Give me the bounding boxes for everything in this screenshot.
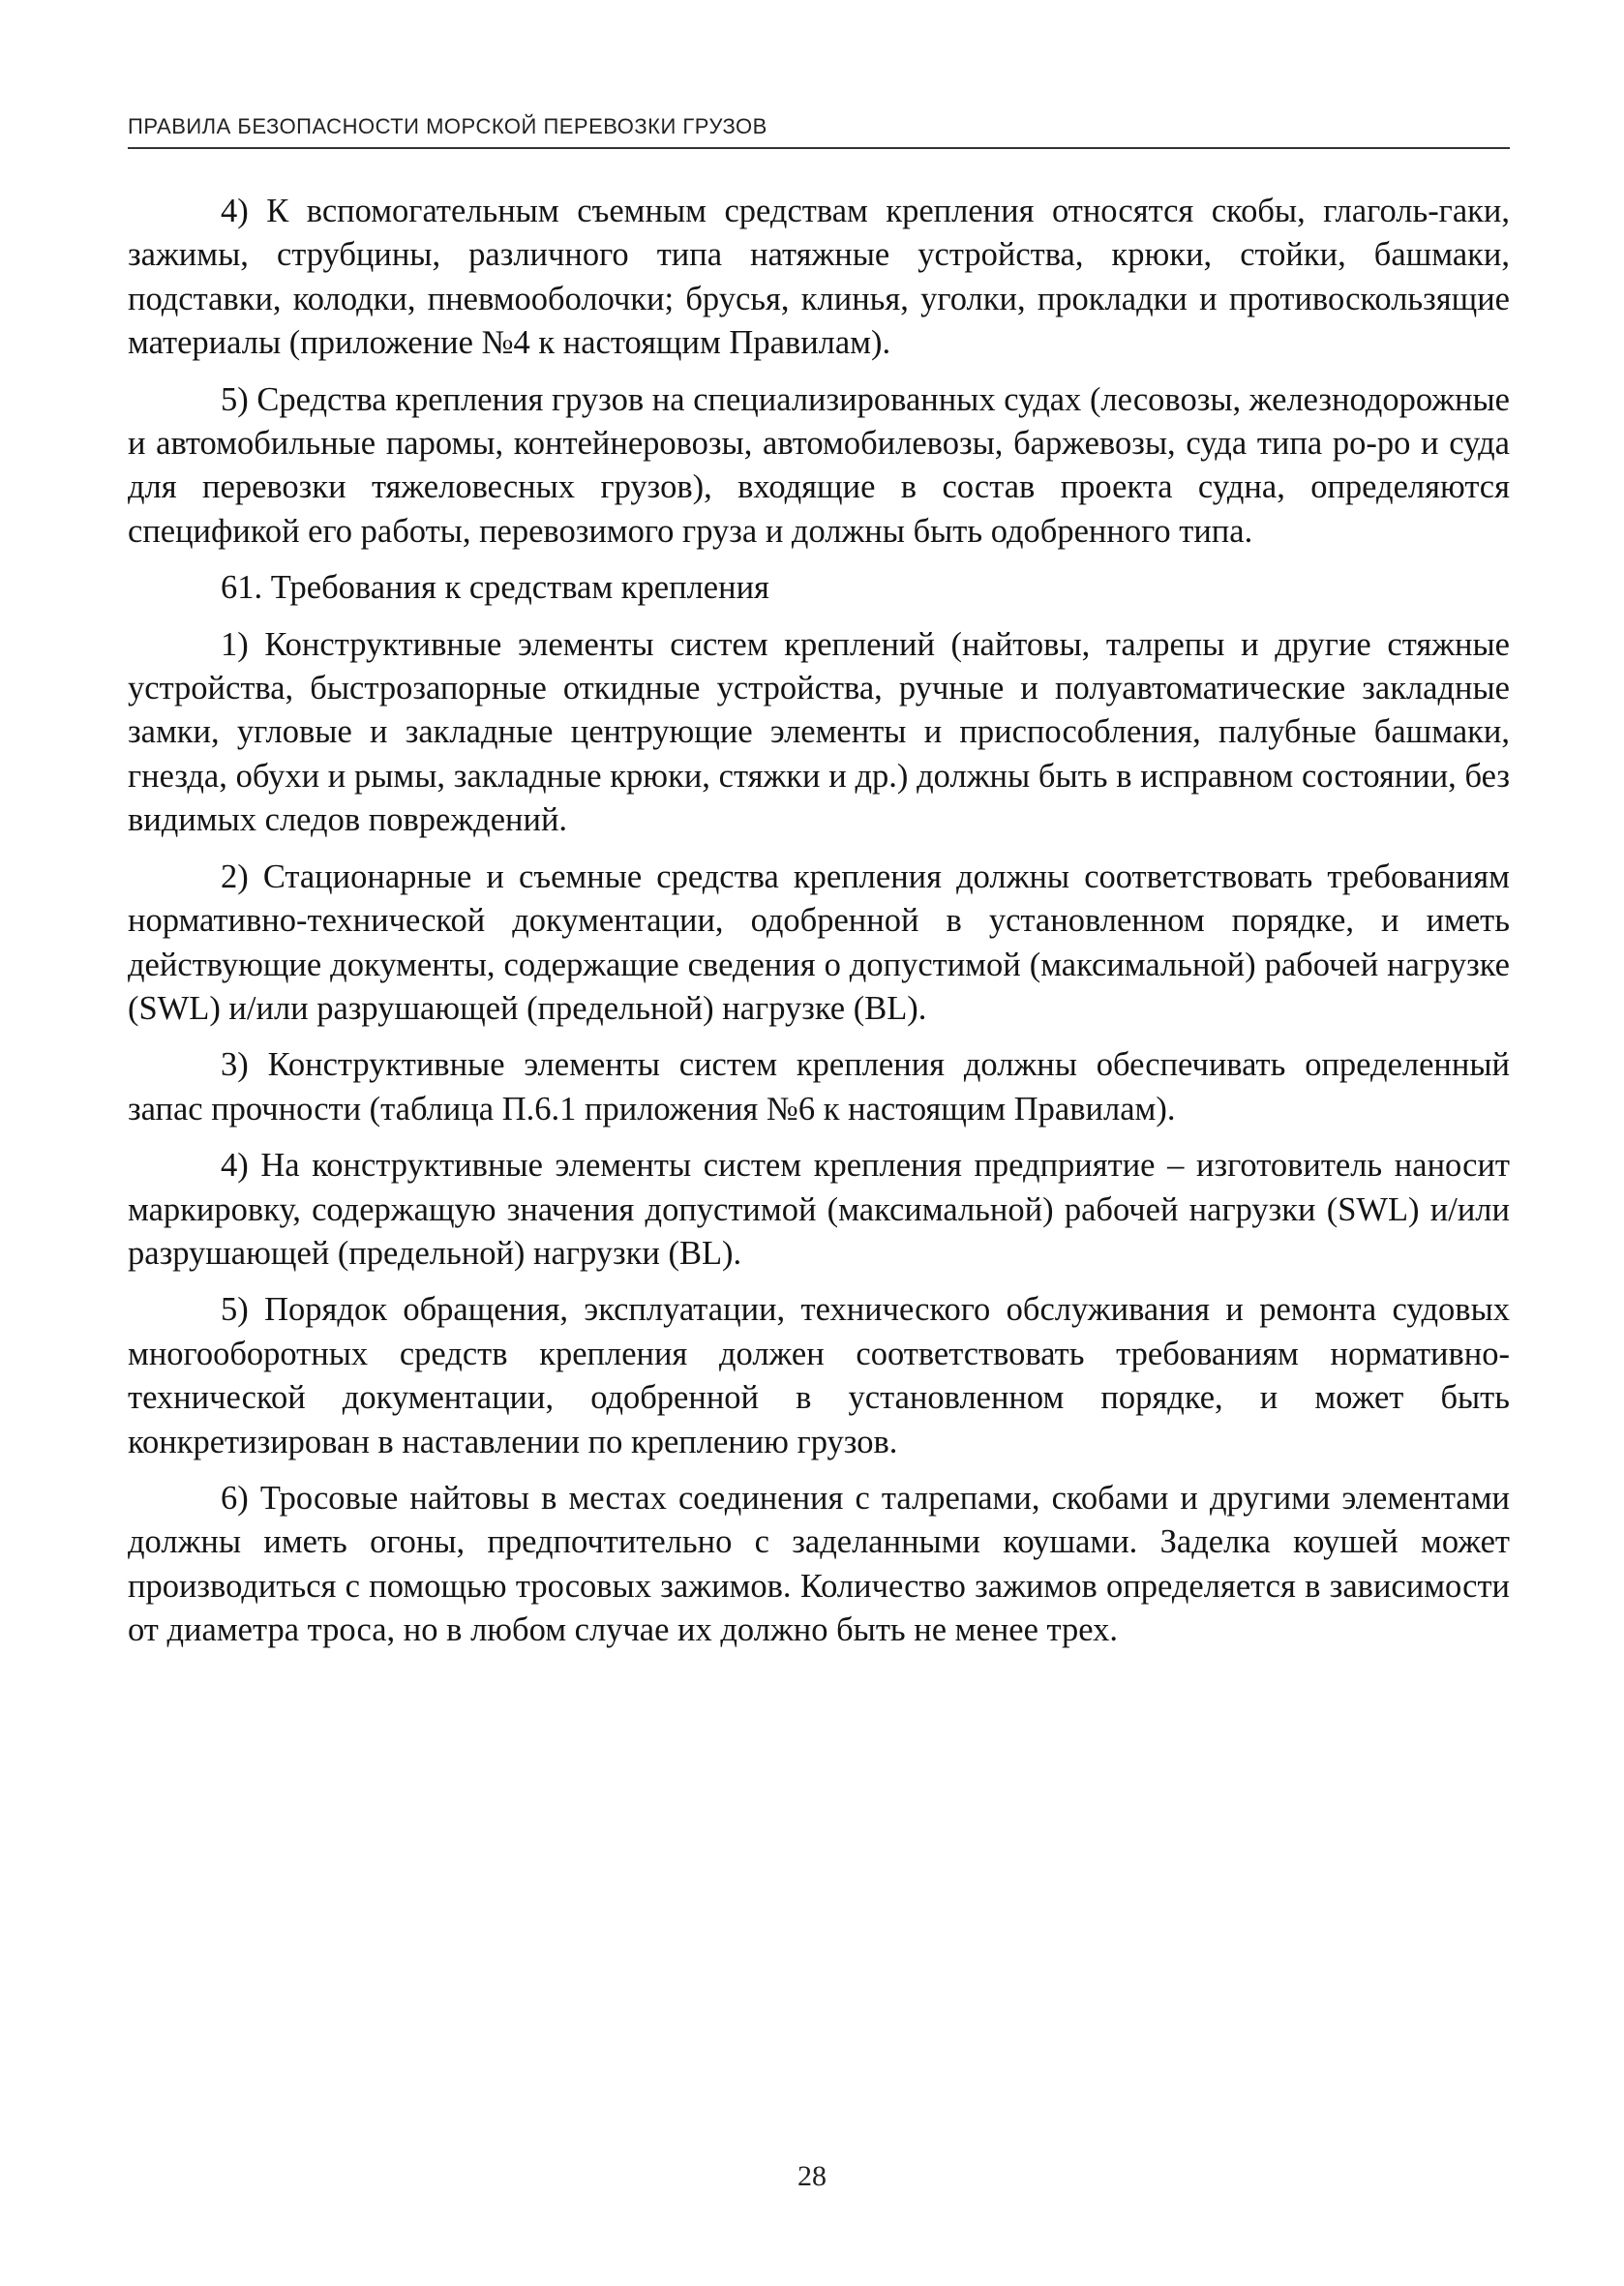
paragraph-61-2: 2) Стационарные и съемные средства крепления должны соответствовать требованиям нормативно-технической документации, одобренной в установленном порядке, и иметь действующие документы, содержащие сведения о допустимой (максимальной) рабочей нагрузке (SWL) и/или разрушающей (предельной) нагрузке (BL). — [128, 857, 1510, 1027]
running-header: ПРАВИЛА БЕЗОПАСНОСТИ МОРСКОЙ ПЕРЕВОЗКИ ГРУЗОВ — [128, 114, 1510, 149]
paragraph-61-1: 1) Конструктивные элементы систем креплений (найтовы, талрепы и другие стяжные устройства, быстрозапорные откидные устройства, ручные и полуавтоматические закладные замки, угловые и закладные центрующие элементы и приспособления, палубные башмаки, гнезда, обухи и рымы, закладные крюки, стяжки и др.) должны быть в исправном состоянии, без видимых следов повреждений. — [128, 625, 1510, 839]
document-body — [128, 190, 1510, 1666]
paragraph-61-6: 6) Тросовые найтовы в местах соединения с талрепами, скобами и другими элементами должны иметь огоны, предпочтительно с заделанными коушами. Заделка коушей может производиться с помощью тросовых зажимов. Количество зажимов определяется в зависимости от диаметра троса, но в любом случае их должно быть не менее трех. — [128, 1479, 1510, 1649]
section-heading-61: 61. Требования к средствам крепления — [221, 569, 769, 607]
paragraph-61-5: 5) Порядок обращения, эксплуатации, технического обслуживания и ремонта судовых многооборотных средств крепления должен соответствовать требованиям нормативно-технической документации, одобренной в установленном порядке, и может быть конкретизирован в наставлении по креплению грузов. — [128, 1291, 1510, 1460]
paragraph-61-3: 3) Конструктивные элементы систем крепления должны обеспечивать определенный запас прочности (таблица П.6.1 приложения №6 к настоящим Правилам). — [128, 1046, 1510, 1128]
paragraph-60-5: 5) Средства крепления грузов на специализированных судах (лесовозы, железнодорожные и автомобильные паромы, контейнеровозы, автомобилевозы, баржевозы, суда типа ро-ро и суда для перевозки тяжеловесных грузов), входящие в состав проекта судна, определяются спецификой его работы, перевозимого груза и должны быть одобренного типа. — [128, 380, 1510, 550]
paragraph-61-4: 4) На конструктивные элементы систем крепления предприятие – изготовитель наносит маркировку, содержащую значения допустимой (максимальной) рабочей нагрузки (SWL) и/или разрушающей (предельной) нагрузки (BL). — [128, 1147, 1510, 1272]
paragraph-60-4: 4) К вспомогательным съемным средствам крепления относятся скобы, глаголь-гаки, зажимы, струбцины, различного типа натяжные устройства, крюки, стойки, башмаки, подставки, колодки, пневмооболочки; брусья, клинья, уголки, прокладки и противоскользящие материалы (приложение №4 к настоящим Правилам). — [128, 193, 1510, 362]
page-number: 28 — [797, 2160, 827, 2192]
